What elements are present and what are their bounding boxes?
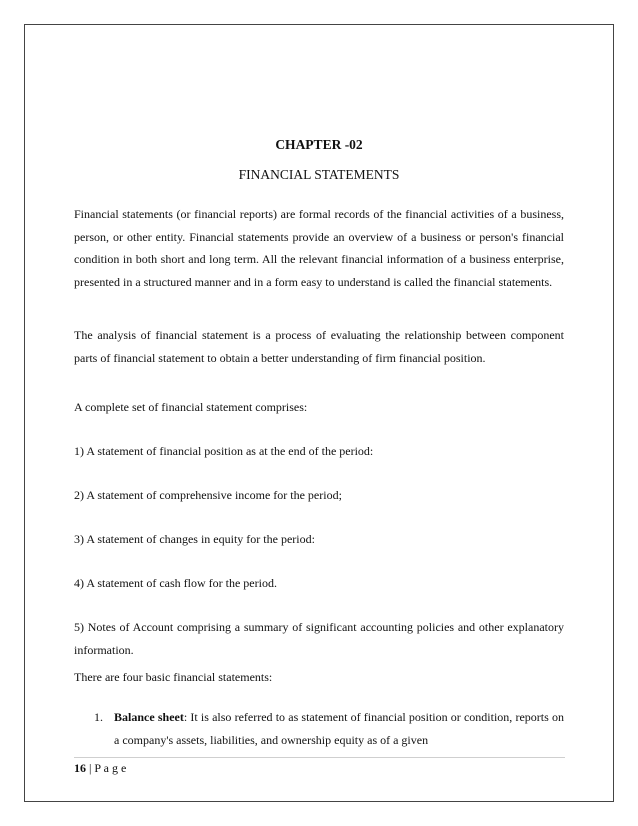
page-footer: [74, 761, 126, 776]
statement-item-2: 2) A statement of comprehensive income for the period;: [74, 488, 342, 502]
chapter-heading: CHAPTER -02: [275, 137, 363, 152]
section-title: FINANCIAL STATEMENTS: [238, 167, 400, 182]
page-label: P a g e: [94, 761, 127, 775]
statement-item-3: 3) A statement of changes in equity for the period:: [74, 532, 315, 546]
page-number: 16: [74, 761, 86, 775]
list-item-balance-sheet: [94, 706, 564, 751]
list-term: Balance sheet: [114, 710, 184, 724]
list-number: 1.: [94, 710, 103, 724]
footer-separator: |: [89, 761, 92, 775]
four-statements-line: There are four basic financial statements:: [74, 670, 273, 684]
list-text: [114, 706, 564, 751]
analysis-paragraph: The analysis of financial statement is a process of evaluating the relationship between component parts of financial statement to obtain a better understanding of firm financial position.: [74, 328, 564, 365]
statement-item-5: 5) Notes of Account comprising a summary of significant accounting policies and other explanatory information.: [74, 620, 564, 657]
comprises-line: A complete set of financial statement comprises:: [74, 400, 308, 414]
list-description: : It is also referred to as statement of financial position or condition, reports on a company's assets, liabilities, and ownership equity as of a given: [114, 710, 564, 747]
statement-item-1: 1) A statement of financial position as at the end of the period:: [74, 444, 374, 458]
statement-item-4: 4) A statement of cash flow for the period.: [74, 576, 277, 590]
intro-paragraph: Financial statements (or financial reports) are formal records of the financial activities of a business, person, or other entity. Financial statements provide an overview of a business or person's financial condition in both short and long term. All the relevant financial information of a business enterprise, presented in a structured manner and in a form easy to understand is called the financial statements.: [74, 207, 564, 289]
footer-divider: [74, 757, 565, 758]
